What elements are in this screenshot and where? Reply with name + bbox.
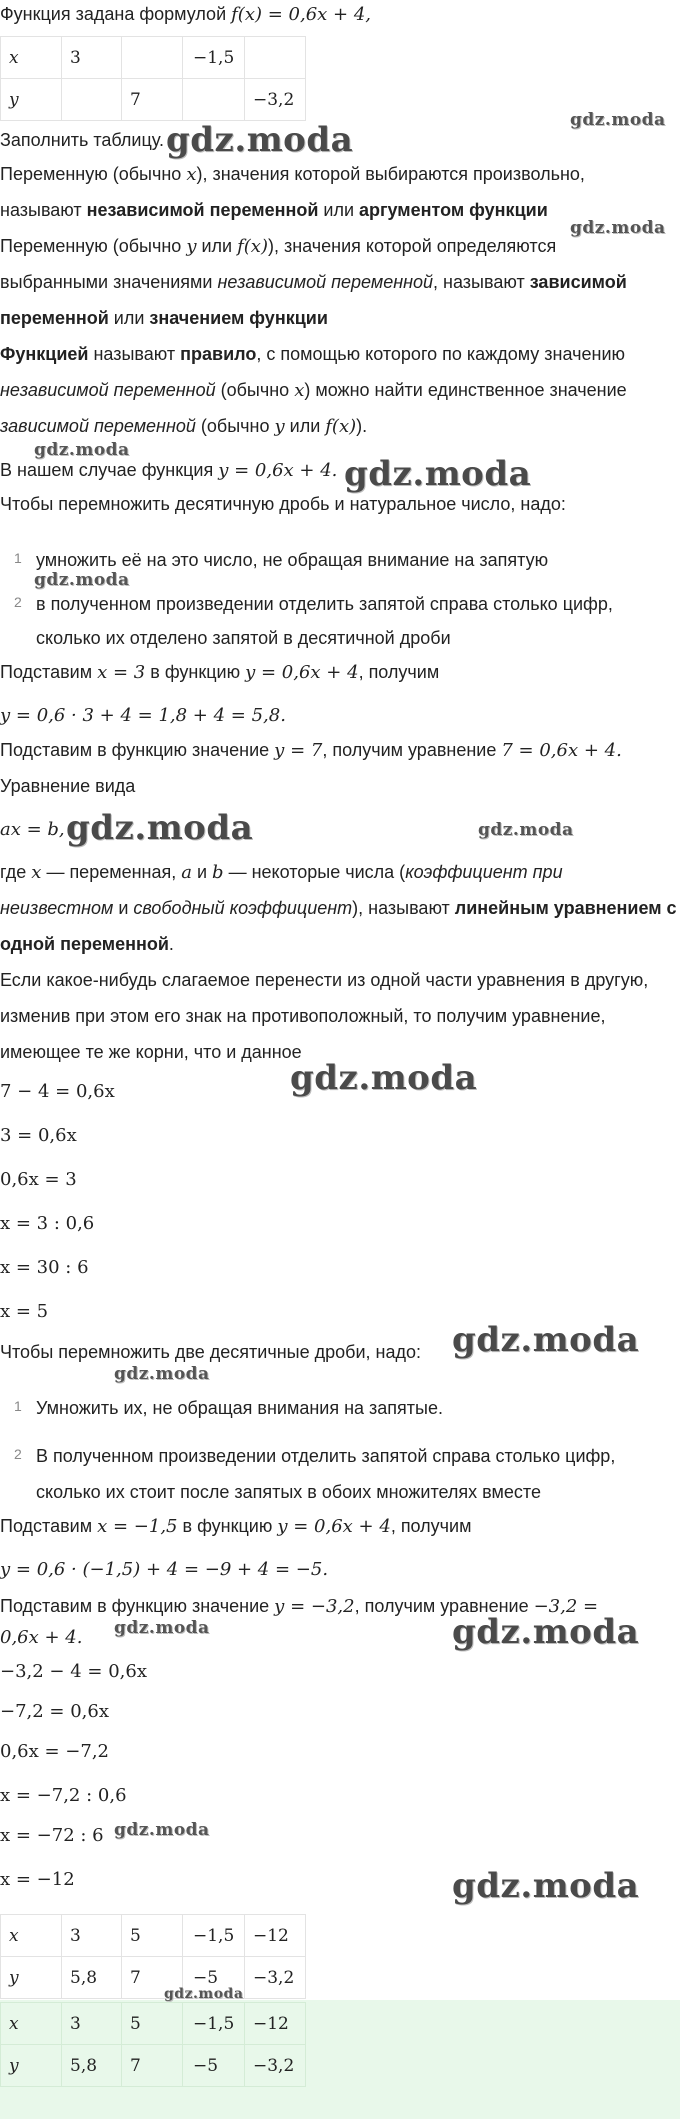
definition-function-line2 (0, 378, 680, 403)
table-row (1, 2003, 306, 2045)
table-cell: 5 (122, 1915, 183, 1957)
watermark: gdz.moda (452, 1866, 640, 1906)
term-italic: независимой переменной (217, 272, 434, 292)
term-italic: зависимой переменной (0, 416, 196, 436)
text-span: — некоторые числа ( (223, 862, 406, 882)
table-cell: 3 (62, 1915, 122, 1957)
text-span: ). (356, 416, 368, 436)
table-cell: 7 (122, 79, 183, 121)
watermark: gdz.moda (452, 1320, 640, 1360)
table-row (1, 2045, 306, 2087)
math-fx: f(x) (325, 416, 357, 437)
text-span: в функцию (177, 1516, 278, 1536)
watermark: gdz.moda (34, 570, 130, 590)
watermark: gdz.moda (34, 440, 130, 460)
term-function-value: значением функции (149, 308, 328, 328)
text-span: и (191, 862, 213, 882)
watermark: gdz.moda (570, 110, 666, 130)
substitution-y7 (0, 738, 680, 763)
task-table (0, 36, 306, 121)
text-span: — переменная, (41, 862, 182, 882)
math-fx: f(x) (237, 236, 268, 257)
list-number: 1 (14, 1398, 22, 1414)
table-cell: 7 (122, 1957, 183, 1999)
result-table (0, 1914, 306, 1999)
equation-form: ax = b, (0, 819, 65, 840)
list-number: 2 (14, 1446, 22, 1462)
math-span: x = −1,5 (97, 1516, 178, 1537)
math-y: y (274, 416, 285, 437)
math-span: y = −3,2 (274, 1596, 355, 1617)
text-span: , получим (358, 662, 440, 682)
math-span: y = 0,6x + 4 (277, 1516, 391, 1537)
term-dependent: зависимой (529, 272, 627, 292)
term-rule: правило (180, 344, 257, 364)
math-span: y = 7 (274, 740, 323, 761)
table-cell: 3 (62, 37, 122, 79)
list-number: 1 (14, 550, 22, 566)
table-cell: −1,5 (183, 37, 245, 79)
rule1-title: Чтобы перемножить десятичную дробь и натуральное число, надо: (0, 494, 566, 514)
text-span: называют (0, 200, 87, 220)
solution-step: 0,6x = −7,2 (0, 1741, 110, 1762)
rule2-title: Чтобы перемножить две десятичные дроби, надо: (0, 1342, 421, 1362)
math-span: x = 3 (97, 662, 146, 683)
term-argument: аргументом функции (359, 200, 548, 220)
definition-function-line1 (0, 342, 680, 366)
table-cell: −3,2 (245, 2045, 306, 2087)
text-span: называют (88, 344, 181, 364)
term-italic: свободный коэффициент (133, 898, 353, 918)
table-row (1, 37, 306, 79)
answer-table (0, 2002, 306, 2087)
table-row (1, 1957, 306, 1999)
solution-step: x = 3 : 0,6 (0, 1213, 95, 1234)
rule1-item2-line1: в полученном произведении отделить запятой справа столько цифр, (36, 594, 613, 614)
text-span: ), называют (352, 898, 455, 918)
table-cell: y (1, 79, 62, 121)
math-span: y = 0,6x + 4 (245, 662, 359, 683)
text-span: ) можно найти единственное значение (304, 380, 627, 400)
term-one-variable: одной переменной (0, 934, 169, 954)
term-linear-equation: линейным уравнением с (454, 898, 677, 918)
math-span: −3,2 = (533, 1596, 599, 1617)
equation-definition-line2 (0, 896, 680, 920)
table-cell: x (1, 1915, 62, 1957)
definition-independent-line1 (0, 162, 680, 187)
term-italic: коэффициент при (405, 862, 563, 882)
text-span: . (168, 934, 174, 954)
watermark: gdz.moda (164, 1986, 244, 2002)
table-row (1, 79, 306, 121)
table-cell (183, 79, 245, 121)
watermark: gdz.moda (478, 820, 574, 840)
solution-step: x = −12 (0, 1869, 75, 1890)
rule2-item1: Умножить их, не обращая внимания на запятые. (36, 1398, 443, 1418)
text-span: , с помощью которого по каждому значению (256, 344, 625, 364)
table-cell: −12 (245, 2003, 306, 2045)
watermark: gdz.moda (114, 1618, 210, 1638)
math-formula: y = 0,6x + 4. (218, 460, 338, 481)
math-x: x (186, 164, 197, 185)
solution-step: x = −72 : 6 (0, 1825, 104, 1846)
calculation-x3: y = 0,6 · 3 + 4 = 1,8 + 4 = 5,8. (0, 705, 286, 726)
table-cell: −3,2 (245, 79, 306, 121)
term-function: Функцией (0, 344, 89, 364)
transfer-rule-line3: имеющее те же корни, что и данное (0, 1042, 302, 1062)
text-span: выбранными значениями (0, 272, 218, 292)
table-cell: 7 (122, 2045, 183, 2087)
text-span: или (318, 200, 360, 220)
text-span: (обычно (215, 380, 295, 400)
substitution-y-neg3-2-cont: 0,6x + 4. (0, 1627, 83, 1648)
definition-function-line3 (0, 414, 680, 439)
rule1-item2-line2: сколько их отделено запятой в десятичной дроби (36, 628, 451, 648)
substitution-x3 (0, 660, 680, 685)
math-y: y (186, 236, 197, 257)
watermark: gdz.moda (114, 1364, 210, 1384)
math-span: 7 = 0,6x + 4. (501, 740, 622, 761)
text-span: ), значения которой определяются (267, 236, 557, 256)
intro-text: Функция задана формулой (0, 4, 232, 24)
table-cell: 5,8 (62, 1957, 122, 1999)
definition-dependent-line2 (0, 270, 680, 294)
text-span: Подставим (0, 1516, 98, 1536)
table-cell: −1,5 (183, 2003, 245, 2045)
rule2-item2-line2: сколько их стоит после запятых в обоих множителях вместе (36, 1482, 541, 1502)
fill-table-text: Заполнить таблицу. (0, 130, 164, 150)
solution-step: x = 5 (0, 1301, 49, 1322)
text-span: , называют (433, 272, 530, 292)
text-span: Переменную (обычно (0, 164, 187, 184)
table-cell: x (1, 2003, 62, 2045)
rule1-item1: умножить её на это число, не обращая внимание на запятую (36, 550, 549, 570)
table-cell: y (1, 1957, 62, 1999)
term-variable: переменной (0, 308, 109, 328)
text-span: ), значения которой выбираются произвольно, (196, 164, 585, 184)
text-span: , получим уравнение (322, 740, 502, 760)
solution-step: x = −7,2 : 0,6 (0, 1785, 127, 1806)
table-cell: 3 (62, 2003, 122, 2045)
text-span: в функцию (145, 662, 246, 682)
watermark: gdz.moda (290, 1058, 478, 1098)
table-row (1, 1915, 306, 1957)
text-span: или (196, 236, 238, 256)
math-x: x (31, 862, 42, 883)
term-independent-variable: независимой переменной (86, 200, 319, 220)
calculation-x-neg1-5: y = 0,6 · (−1,5) + 4 = −9 + 4 = −5. (0, 1559, 329, 1580)
text-span: , получим уравнение (354, 1596, 534, 1616)
equation-definition-line3 (0, 932, 680, 956)
table-cell (62, 79, 122, 121)
watermark: gdz.moda (452, 1612, 640, 1652)
intro-formula: f(x) = 0,6x + 4, (231, 4, 372, 25)
definition-dependent-line3 (0, 306, 680, 330)
transfer-rule-line1: Если какое-нибудь слагаемое перенести из одной части уравнения в другую, (0, 970, 649, 990)
solution-step: −7,2 = 0,6x (0, 1701, 110, 1722)
table-cell: −3,2 (245, 1957, 306, 1999)
table-cell: −5 (183, 1957, 245, 1999)
text-span: и (113, 898, 134, 918)
text-span: Переменную (обычно (0, 236, 187, 256)
text-span: Подставим в функцию значение (0, 740, 275, 760)
text-span: В нашем случае функция (0, 460, 219, 480)
solution-step: 0,6x = 3 (0, 1169, 77, 1190)
list-number: 2 (14, 594, 22, 610)
table-cell: −1,5 (183, 1915, 245, 1957)
intro-line (0, 2, 680, 27)
solution-step: x = 30 : 6 (0, 1257, 89, 1278)
table-cell (122, 37, 183, 79)
watermark: gdz.moda (114, 1820, 210, 1840)
term-italic: неизвестном (0, 898, 114, 918)
table-cell: −5 (183, 2045, 245, 2087)
text-span: или (108, 308, 150, 328)
table-cell (245, 37, 306, 79)
table-cell: −12 (245, 1915, 306, 1957)
math-a: a (181, 862, 192, 883)
math-x: x (294, 380, 305, 401)
text-span: Подставим в функцию значение (0, 1596, 275, 1616)
math-b: b (212, 862, 224, 883)
rule2-item2-line1: В полученном произведении отделить запятой справа столько цифр, (36, 1446, 616, 1466)
text-span: Подставим (0, 662, 98, 682)
solution-step: 7 − 4 = 0,6x (0, 1081, 115, 1102)
table-cell: 5,8 (62, 2045, 122, 2087)
text-span: где (0, 862, 32, 882)
term-italic: независимой переменной (0, 380, 216, 400)
watermark: gdz.moda (66, 808, 254, 848)
case-line (0, 458, 680, 483)
watermark: gdz.moda (570, 218, 666, 238)
text-span: (обычно (195, 416, 275, 436)
solution-step: −3,2 − 4 = 0,6x (0, 1661, 147, 1682)
equation-form-title: Уравнение вида (0, 776, 136, 796)
table-cell: 5 (122, 2003, 183, 2045)
watermark: gdz.moda (166, 120, 354, 160)
watermark: gdz.moda (344, 454, 532, 494)
table-cell: x (1, 37, 62, 79)
table-cell: y (1, 2045, 62, 2087)
text-span: , получим (390, 1516, 472, 1536)
text-span: или (284, 416, 326, 436)
solution-step: 3 = 0,6x (0, 1125, 77, 1146)
substitution-x-neg1-5 (0, 1514, 680, 1539)
transfer-rule-line2: изменив при этом его знак на противоположный, то получим уравнение, (0, 1006, 606, 1026)
equation-definition-line1 (0, 860, 680, 885)
